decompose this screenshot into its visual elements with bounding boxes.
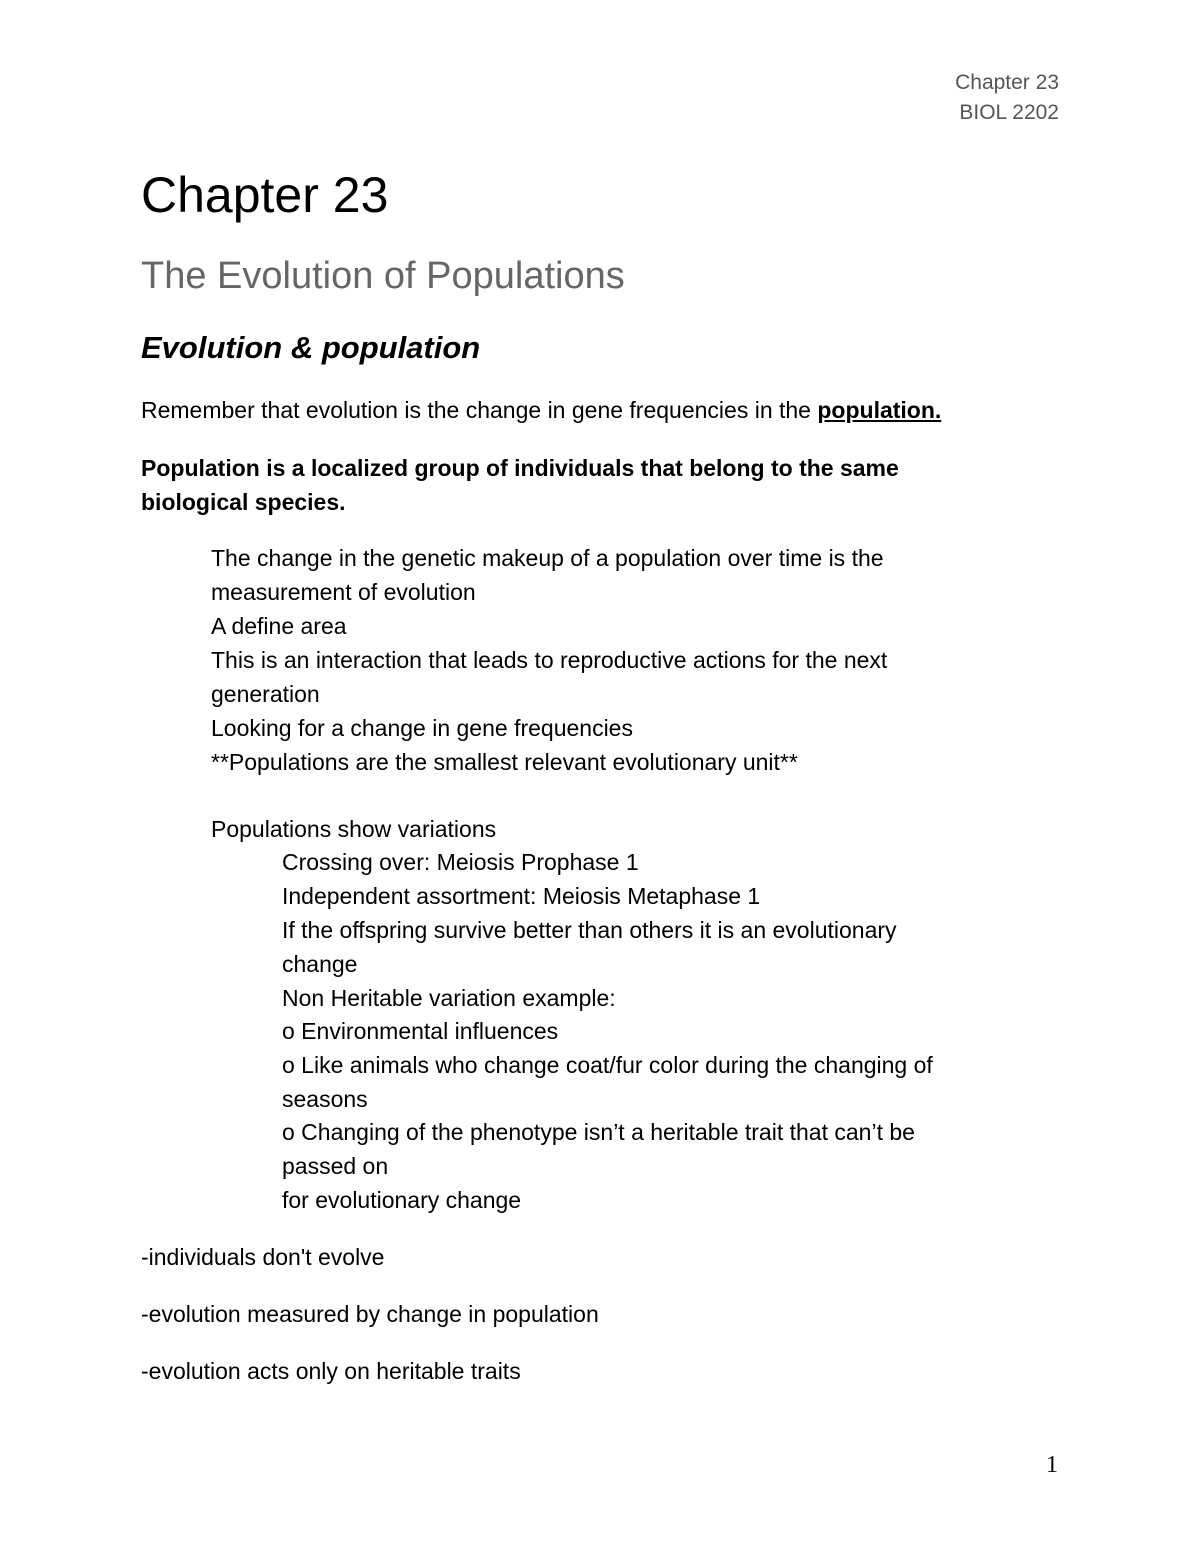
section-heading: Evolution & population bbox=[141, 330, 481, 365]
summary-line: -evolution acts only on heritable traits bbox=[141, 1358, 521, 1384]
variation-item: passed on bbox=[282, 1153, 389, 1179]
note-line: The change in the genetic makeup of a population over time is the bbox=[211, 545, 884, 571]
variation-item: Independent assortment: Meiosis Metaphase 1 bbox=[282, 883, 761, 909]
remember-emphasis: population. bbox=[817, 397, 942, 423]
note-line: **Populations are the smallest relevant evolutionary unit** bbox=[211, 749, 798, 775]
note-line: Looking for a change in gene frequencies bbox=[211, 715, 633, 741]
document-title: Chapter 23 bbox=[141, 167, 389, 223]
note-line: generation bbox=[211, 681, 320, 707]
remember-text: Remember that evolution is the change in gene frequencies in the bbox=[141, 397, 818, 423]
variation-item: o Changing of the phenotype isn’t a heritable trait that can’t be bbox=[282, 1119, 915, 1145]
note-line: This is an interaction that leads to reproductive actions for the next bbox=[211, 647, 888, 673]
summary-line: -evolution measured by change in population bbox=[141, 1301, 599, 1327]
note-line: A define area bbox=[211, 613, 347, 639]
variation-item: Non Heritable variation example: bbox=[282, 985, 616, 1011]
variation-item: change bbox=[282, 951, 358, 977]
variation-item: Crossing over: Meiosis Prophase 1 bbox=[282, 849, 639, 875]
variation-item: o Environmental influences bbox=[282, 1018, 559, 1044]
remember-paragraph bbox=[141, 397, 941, 424]
document-subtitle: The Evolution of Populations bbox=[141, 255, 625, 297]
header-chapter: Chapter 23 bbox=[955, 71, 1059, 94]
header-course: BIOL 2202 bbox=[959, 101, 1059, 124]
variation-item: o Like animals who change coat/fur color during the changing of bbox=[282, 1052, 933, 1078]
variation-item: If the offspring survive better than others it is an evolutionary bbox=[282, 917, 897, 943]
summary-line: -individuals don't evolve bbox=[141, 1244, 385, 1270]
definition-line: biological species. bbox=[141, 489, 346, 515]
variation-item: seasons bbox=[282, 1086, 368, 1112]
definition-line: Population is a localized group of individuals that belong to the same bbox=[141, 455, 899, 481]
page-number: 1 bbox=[1046, 1452, 1058, 1478]
note-line: measurement of evolution bbox=[211, 579, 476, 605]
variations-heading: Populations show variations bbox=[211, 816, 497, 842]
variation-item: for evolutionary change bbox=[282, 1187, 522, 1213]
